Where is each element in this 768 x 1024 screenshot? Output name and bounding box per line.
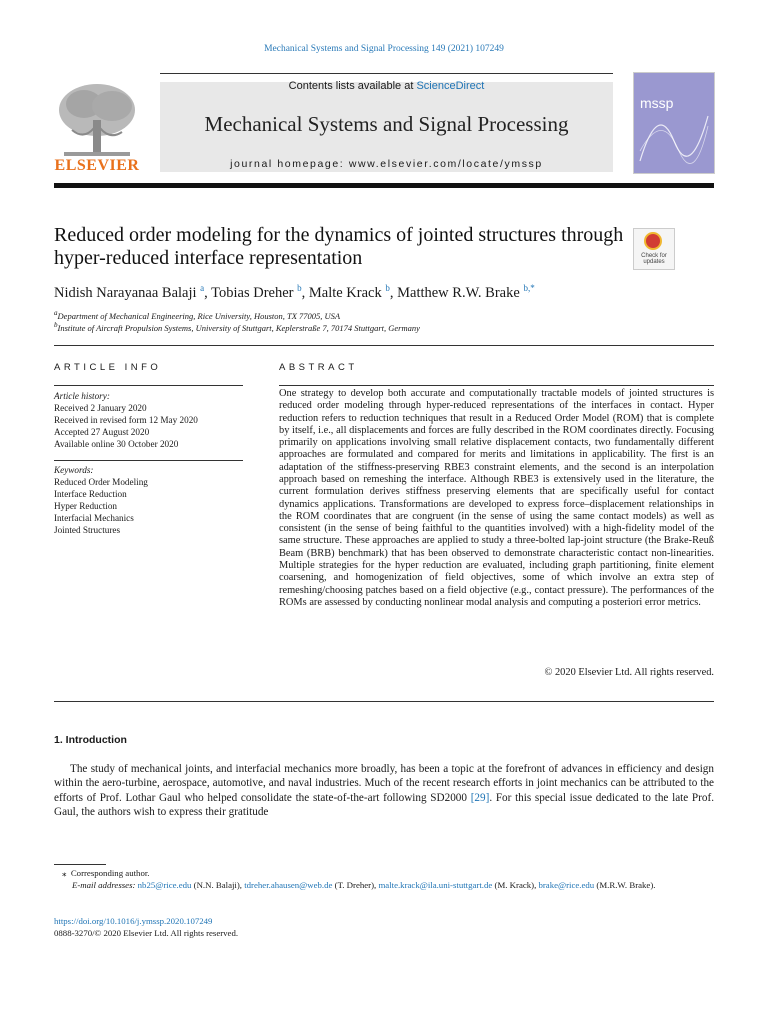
doi-link[interactable]: https://doi.org/10.1016/j.ymssp.2020.107249 <box>54 916 213 926</box>
journal-homepage[interactable]: journal homepage: www.elsevier.com/locate/ymssp <box>230 158 543 170</box>
sciencedirect-link[interactable]: ScienceDirect <box>416 80 485 92</box>
check-for-updates-badge[interactable] <box>633 228 675 270</box>
history-item: Received in revised form 12 May 2020 <box>54 415 198 425</box>
email-addresses: E-mail addresses: nb25@rice.edu (N.N. Balaji), tdreher.ahausen@web.de (T. Dreher), malte.krack@ila.uni-stuttgart.de (M. Krack), brake@rice.edu (M.R.W. Brake). <box>72 880 656 890</box>
article-info-heading: ARTICLE INFO <box>54 362 162 373</box>
introduction-paragraph: The study of mechanical joints, and interfacial mechanics more broadly, has been a topic at the forefront of advances in efficiency and design within the aero-turbine, aerospace, automotive, and naval industries. Much of the recent research efforts in joint mechanics can be attributed to the efforts of Prof. Lothar Gaul who helped consolidate the state-of-the-art following SD2000 [29]. For this special issue dedicated to the late Prof. Gaul, the authors wish to express their gratitude <box>54 763 714 818</box>
reference-link[interactable]: [29] <box>470 791 490 804</box>
abstract-rule <box>279 385 714 386</box>
author-affil-link[interactable]: b,* <box>523 283 535 293</box>
abstract-bottom-rule <box>54 701 714 702</box>
history-item: Received 2 January 2020 <box>54 403 147 413</box>
issn-line: 0888-3270/© 2020 Elsevier Ltd. All rights reserved. <box>54 928 239 938</box>
keyword: Reduced Order Modeling <box>54 477 148 487</box>
badge-line2: updates <box>643 259 665 265</box>
article-history: Article history: Received 2 January 2020 Received in revised form 12 May 2020 Accepted 27 August 2020 Available online 30 October 2020 <box>54 390 243 450</box>
paper-title: Reduced order modeling for the dynamics of jointed structures through hyper-reduced interface representation <box>54 224 624 269</box>
email-link[interactable]: brake@rice.edu <box>538 880 595 890</box>
email-link[interactable]: nb25@rice.edu <box>137 880 192 890</box>
cover-title: mssp <box>640 95 674 111</box>
author-affil-link[interactable]: b <box>297 283 302 293</box>
bookmark-icon <box>644 232 662 250</box>
author: Matthew R.W. Brake <box>397 284 520 301</box>
author: Malte Krack <box>308 284 382 301</box>
contents-line <box>160 80 613 92</box>
header-top-rule <box>160 73 613 74</box>
author-list: Nidish Narayanaa Balaji $^a$, Tobias Dreher $^b$, Malte Krack $^b$, Matthew R.W. Brake $^{b,*}$ <box>54 283 535 301</box>
elsevier-wordmark: ELSEVIER <box>54 157 140 174</box>
keywords: Keywords: Reduced Order Modeling Interface Reduction Hyper Reduction Interfacial Mechanics Jointed Structures <box>54 464 243 536</box>
journal-cover-image[interactable] <box>633 72 715 174</box>
abstract-copyright: © 2020 Elsevier Ltd. All rights reserved. <box>544 667 714 678</box>
abstract-heading: ABSTRACT <box>279 362 358 373</box>
author: Nidish Narayanaa Balaji <box>54 284 197 301</box>
abstract-text: One strategy to develop both accurate and computationally tractable models of jointed structures is reduced order modeling through hyper-reduced representations of the interfaces in contact. Hyper reduction refers to reduction techniques that result in a Reduced Order Model (ROM) that is complete by itself, i.e., all displacements and forces are fully described in the ROM coordinates directly. Focusing primarily on applications involving small relative displacement contacts, two fundamentally different approaches are formulated and compared for merits and limitations in applicability. The first is an adaptation of the stiffness-preserving RBE3 constraint elements, and the second is an interpolation approach based on remeshing the interface. Although RBE3 is extensively used in the literature, the current formulation derives stiffness preserving elements that are specifically useful for contact dynamics applications. Transformations are developed to express force–displacement relationships in the ROM coordinates that are congruent (in the sense of using the same contact models) as well as consistent (in the sense of being faithful to the quantities involved) with a high-fidelity model of the same structure. These approaches are applied to study a three-bolted lap-joint structure (the Brake-Reuß Beam (BRB) benchmark) that has been observed to demonstrate characteristic contact non-linearities. Multiple strategies for the hyper reduction are evaluated, including graph partitioning, finite element coarsening, and homogenization of field objectives, some of which involve an extra step of remeshing/choosing patches based on a field objective (e.g., contact pressure). The performances of the ROMs are assessed by conducting nonlinear modal analysis and computing a posteriori error metrics. <box>279 388 714 608</box>
section-heading-introduction: 1. Introduction <box>54 734 127 746</box>
author: Tobias Dreher <box>211 284 294 301</box>
history-item: Available online 30 October 2020 <box>54 439 179 449</box>
contents-prefix: Contents lists available at <box>288 80 417 92</box>
email-link[interactable]: tdreher.ahausen@web.de <box>244 880 333 890</box>
journal-citation[interactable]: Mechanical Systems and Signal Processing 149 (2021) 107249 <box>264 44 504 54</box>
footnote-rule <box>54 864 106 865</box>
affiliation-a: $^a$Department of Mechanical Engineering, Rice University, Houston, TX 77005, USA <box>54 309 341 321</box>
badge-line1: Check for <box>641 253 667 259</box>
corresponding-author-note: ⁎ Corresponding author. <box>62 868 150 878</box>
author-affil-link[interactable]: b <box>385 283 390 293</box>
keyword: Jointed Structures <box>54 525 121 535</box>
cover-wave-graphic <box>638 111 710 166</box>
keywords-rule <box>54 460 243 461</box>
history-item: Accepted 27 August 2020 <box>54 427 150 437</box>
keyword: Interface Reduction <box>54 489 127 499</box>
affiliation-rule <box>54 345 714 346</box>
email-link[interactable]: malte.krack@ila.uni-stuttgart.de <box>378 880 493 890</box>
header-thick-rule <box>54 183 714 188</box>
journal-name: Mechanical Systems and Signal Processing <box>204 112 569 136</box>
keyword: Interfacial Mechanics <box>54 513 134 523</box>
keyword: Hyper Reduction <box>54 501 118 511</box>
article-info-rule <box>54 385 243 386</box>
affiliation-b: $^b$Institute of Aircraft Propulsion Systems, University of Stuttgart, Keplerstraße 7, 70174 Stuttgart, Germany <box>54 321 420 333</box>
author-affil-link[interactable]: a <box>200 283 205 293</box>
